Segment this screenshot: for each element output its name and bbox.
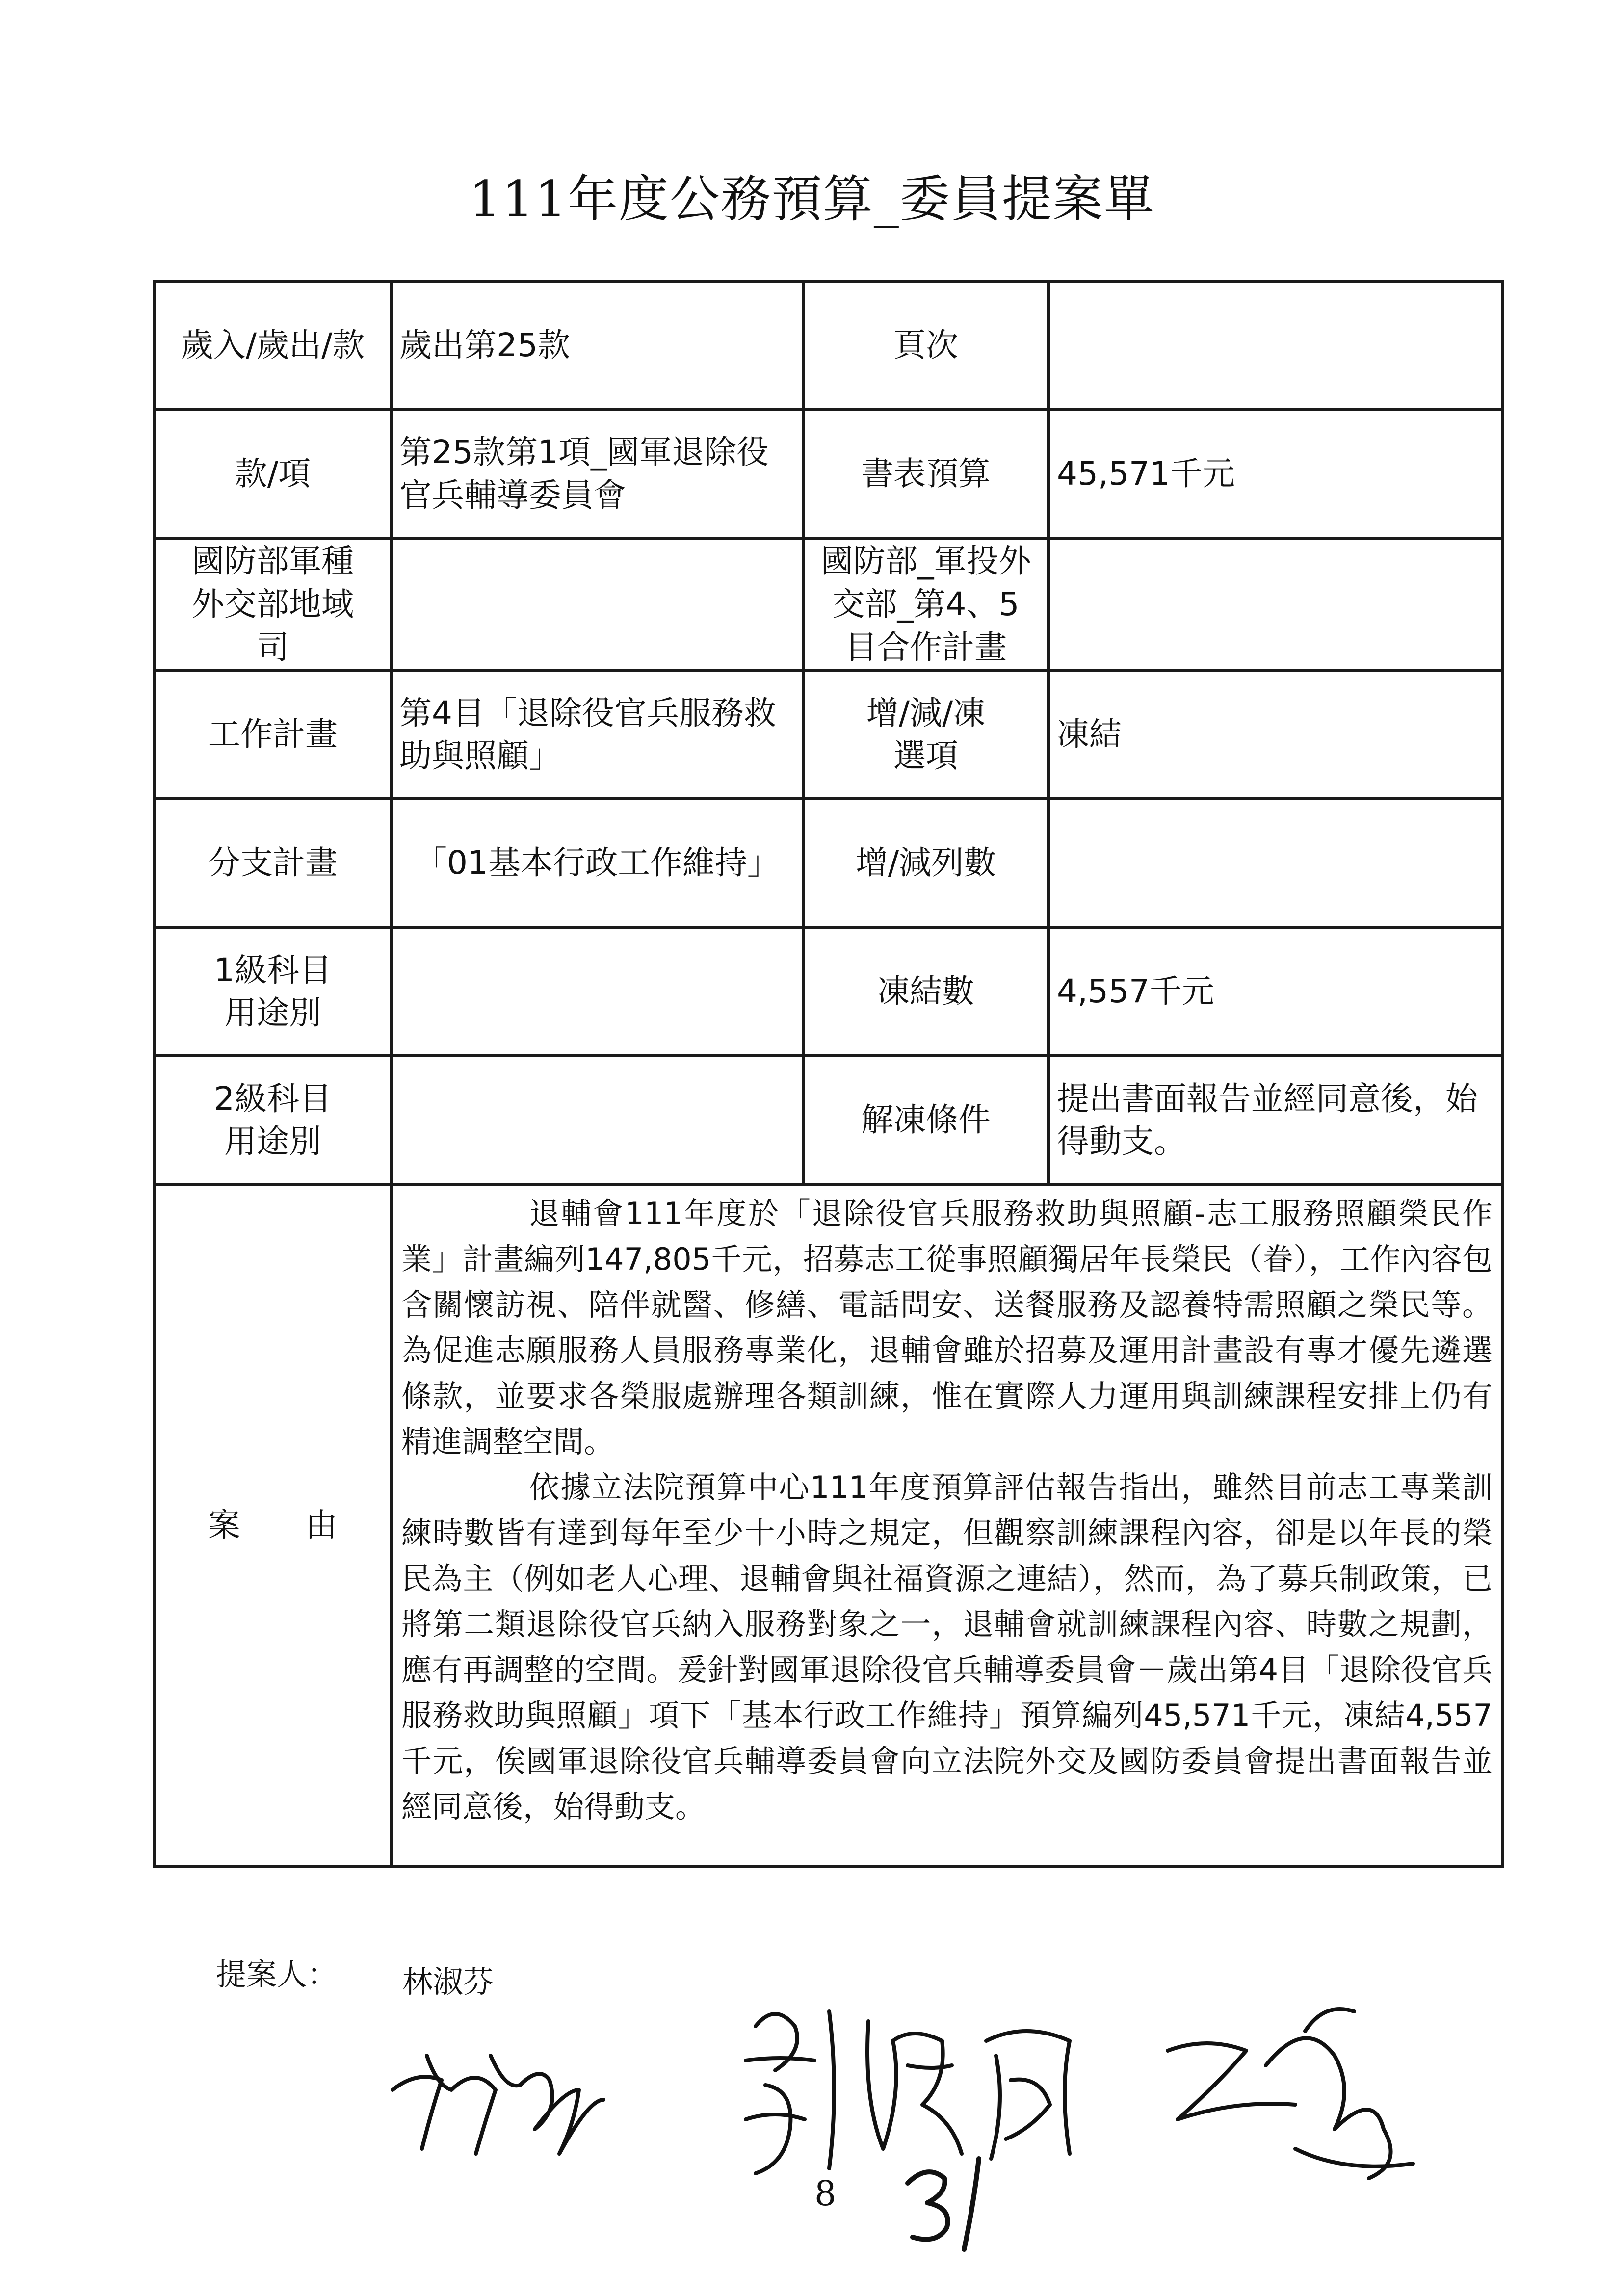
reason-paragraph-1: 退輔會111年度於「退除役官兵服務救助與照顧-志工服務照顧榮民作業」計畫編列147,805千元，招募志工從事照顧獨居年長榮民（眷），工作內容包含關懷訪視、陪伴就醫、修繕、電話問安、送餐服務及認養特需照顧之榮民等。為促進志願服務人員服務專業化，退輔會雖於招募及運用計畫設有專才優先遴選條款，並要求各榮服處辦理各類訓練，惟在實際人力運用與訓練課程安排上仍有精進調整空間。: [401, 1196, 1493, 1460]
proposal-form-table: [153, 280, 1504, 1868]
form-row-reason: [155, 1184, 1503, 1866]
work-plan-value: 第4目「退除役官兵服務救助與照顧」: [391, 670, 803, 799]
unfreeze-condition-value: 提出書面報告並經同意後，始得動支。: [1048, 1056, 1503, 1184]
form-row-work-plan: [155, 670, 1503, 799]
row-label-cooperation-plan: 國防部_軍投外交部_第4、5目合作計畫: [803, 538, 1048, 670]
row-label-adjust-amount: 增/減列數: [803, 799, 1048, 927]
account-type-value: 歲出第25款: [391, 281, 803, 410]
row-label-level2-subject: 2級科目用途別: [155, 1056, 391, 1184]
frozen-amount-value: 4,557千元: [1048, 927, 1503, 1056]
row-label-frozen-amount: 凍結數: [803, 927, 1048, 1056]
row-label-book-budget: 書表預算: [803, 410, 1048, 538]
row-label-action-option: 增/減/凍選項: [803, 670, 1048, 799]
form-row-section: [155, 410, 1503, 538]
row-label-unfreeze-condition: 解凍條件: [803, 1056, 1048, 1184]
proposer-label: 提案人：: [216, 1957, 338, 1992]
page-value: [1048, 281, 1503, 410]
cooperation-plan-value: [1048, 538, 1503, 670]
page-title: 111年度公務預算_委員提案單: [469, 170, 1155, 229]
form-row-branch-plan: [155, 799, 1503, 927]
row-label-branch-plan: 分支計畫: [155, 799, 391, 927]
row-label-reason: 案 由: [155, 1184, 391, 1866]
row-label-ministry: 國防部軍種外交部地域司: [155, 538, 391, 670]
row-label-page: 頁次: [803, 281, 1048, 410]
level2-subject-value: [391, 1056, 803, 1184]
reason-text: [391, 1184, 1503, 1866]
form-row-level1-subject: [155, 927, 1503, 1056]
level1-subject-value: [391, 927, 803, 1056]
form-row-ministry: [155, 538, 1503, 670]
row-label-work-plan: 工作計畫: [155, 670, 391, 799]
row-label-section: 款/項: [155, 410, 391, 538]
form-row-account: [155, 281, 1503, 410]
page-number: 8: [814, 2173, 837, 2214]
form-row-level2-subject: [155, 1056, 1503, 1184]
reason-paragraph-2: 依據立法院預算中心111年度預算評估報告指出，雖然目前志工專業訓練時數皆有達到每年至少十小時之規定，但觀察訓練課程內容，卻是以年長的榮民為主（例如老人心理、退輔會與社福資源之連結），然而，為了募兵制政策，已將第二類退除役官兵納入服務對象之一，退輔會就訓練課程內容、時數之規劃，應有再調整的空間。爰針對國軍退除役官兵輔導委員會－歲出第4目「退除役官兵服務救助與照顧」項下「基本行政工作維持」預算編列45,571千元，凍結4,557千元，俟國軍退除役官兵輔導委員會向立法院外交及國防委員會提出書面報告並經同意後，始得動支。: [401, 1469, 1493, 1825]
book-budget-value: 45,571千元: [1048, 410, 1503, 538]
adjust-amount-value: [1048, 799, 1503, 927]
row-label-level1-subject: 1級科目用途別: [155, 927, 391, 1056]
proposer-name: 林淑芬: [402, 1964, 494, 2000]
ministry-value: [391, 538, 803, 670]
row-label-account-type: 歲入/歲出/款: [155, 281, 391, 410]
handwritten-page-number: [898, 2139, 1016, 2257]
branch-plan-value: 「01基本行政工作維持」: [391, 799, 803, 927]
action-option-value: 凍結: [1048, 670, 1503, 799]
section-value: 第25款第1項_國軍退除役官兵輔導委員會: [391, 410, 803, 538]
